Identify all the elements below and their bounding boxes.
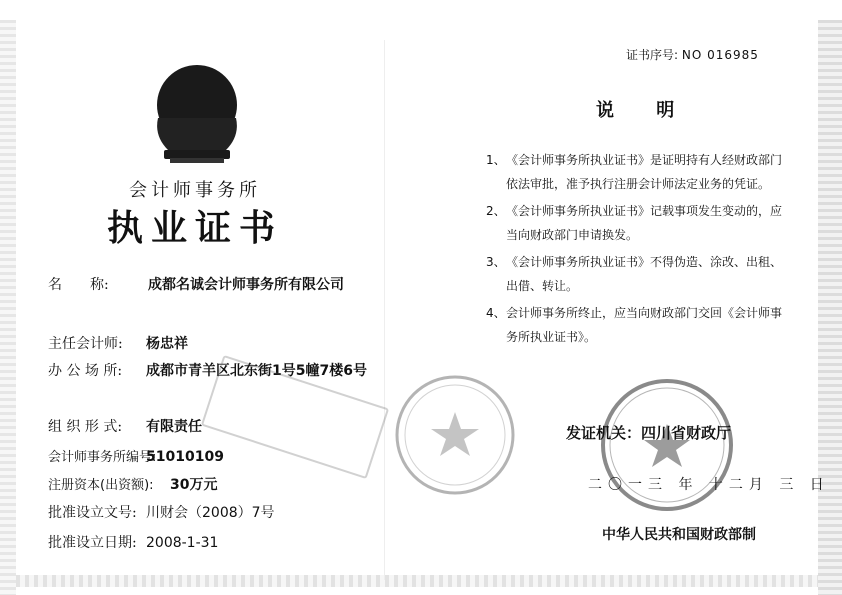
serial-label: 证书序号: [626,48,679,62]
field-label: 会计师事务所编号: [48,450,157,465]
left-margin-pattern [0,20,16,595]
certificate-title: 执业证书 [106,207,283,249]
right-margin-pattern [818,20,842,595]
bottom-margin-pattern [16,575,818,587]
official-seal-icon [392,372,518,498]
list-item [486,148,786,196]
field-label: 注册资本(出资额): [48,478,154,493]
field-registered-capital [48,474,217,494]
note-number: 1、 [486,153,506,167]
field-label: 名 称: [48,277,109,293]
notes-list [486,148,786,352]
list-item [486,199,786,247]
field-label: 批准设立日期: [48,535,137,551]
field-label: 办 公 场 所: [48,363,123,379]
field-value: 51010109 [146,449,224,465]
field-organization-form [48,416,202,436]
field-label: 批准设立文号: [48,505,137,521]
ministry-footer: 中华人民共和国财政部制 [602,527,756,543]
list-item [486,301,786,349]
field-value: 川财会（2008）7号 [146,505,275,521]
field-office-address [48,360,367,380]
note-number: 4、 [486,306,506,320]
note-text: 《会计师事务所执业证书》是证明持有人经财政部门依法审批，准予执行注册会计师法定业务的凭证。 [506,153,783,191]
field-value: 成都市青羊区北东街1号5幢7楼6号 [146,363,367,379]
field-value: 成都名诚会计师事务所有限公司 [148,277,344,293]
national-emblem-icon [148,58,246,166]
field-firm-number [48,446,224,465]
field-value: 2008-1-31 [146,535,219,551]
note-text: 会计师事务所终止，应当向财政部门交回《会计师事务所执业证书》。 [506,306,783,344]
field-label: 组 织 形 式: [48,419,123,435]
note-text: 《会计师事务所执业证书》记载事项发生变动的，应当向财政部门申请换发。 [506,204,783,242]
note-text: 《会计师事务所执业证书》不得伪造、涂改、出租、出借、转让。 [506,255,783,293]
section-title: 说 明 [596,100,693,121]
field-label: 主任会计师: [48,336,123,352]
serial-number [626,46,759,63]
field-approval-document [48,502,275,522]
organization-type: 会计师事务所 [129,180,261,201]
field-name [48,274,344,294]
field-value: 杨忠祥 [146,336,188,352]
issuing-authority: 发证机关：四川省财政厅 [566,424,732,442]
field-value: 30万元 [170,477,218,493]
field-approval-date [48,532,218,552]
field-chief-accountant [48,333,188,353]
note-number: 2、 [486,204,506,218]
page-fold [384,40,385,580]
issue-date: 二〇一三 年 十二月 三 日 [588,477,830,493]
note-number: 3、 [486,255,506,269]
serial-value: NO 016985 [681,48,759,62]
official-seal-icon [596,374,738,516]
list-item [486,250,786,298]
field-value: 有限责任 [146,419,202,435]
